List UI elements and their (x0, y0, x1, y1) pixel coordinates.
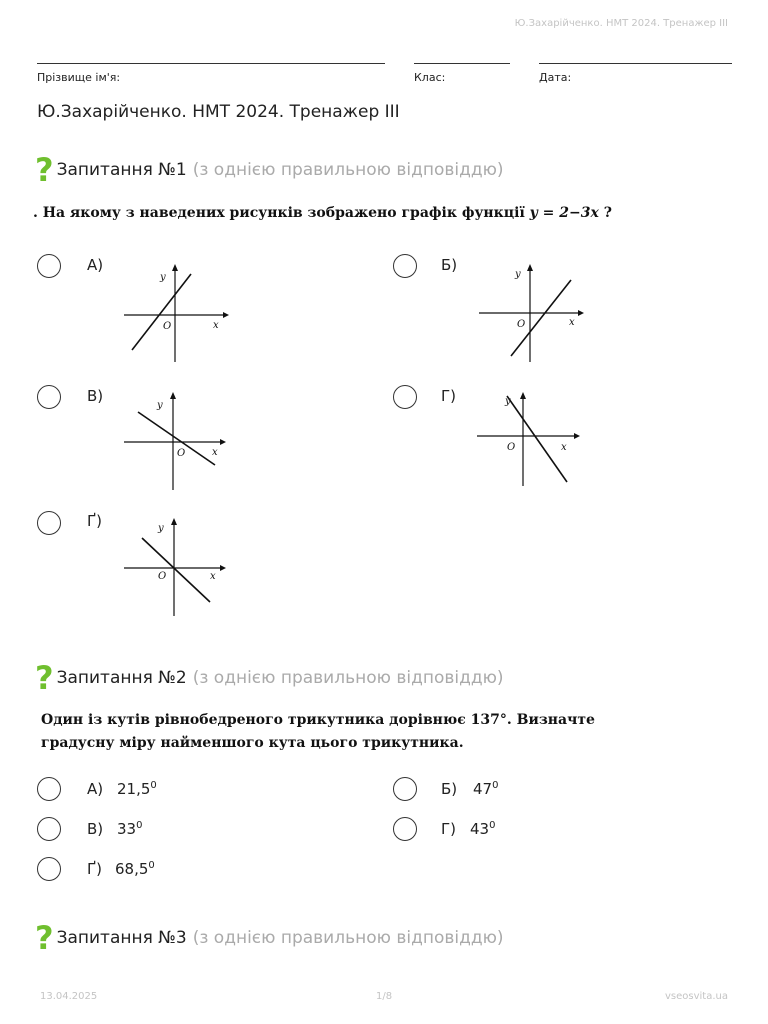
name-line[interactable] (37, 63, 385, 64)
q2-option-gg-value: 68,5$^0$ (115, 860, 155, 878)
question-2-text-line2: градусну міру найменшого кута цього трикутника. (41, 735, 464, 751)
q1-b-y-label: y (515, 269, 521, 280)
question-1-header (35, 151, 504, 189)
q1-option-gg-label: Ґ) (87, 512, 102, 530)
question-2-title: Запитання №2 (56, 668, 187, 688)
q1-option-v-label: В) (87, 387, 104, 405)
question-3-subtitle: (з однією правильною відповіддю) (192, 928, 504, 948)
q1-gg-origin-label: O (158, 571, 167, 582)
date-line[interactable] (539, 63, 732, 64)
name-label: Прізвище ім'я: (37, 71, 121, 84)
question-mark-icon: ? (35, 659, 54, 697)
q2-option-a-value: 21,5$^0$ (117, 780, 157, 798)
q2-option-v-value: $33^0$ (117, 820, 143, 838)
question-1-text: . На якому з наведених рисунків зображено графік функції y = 2−3x ? (33, 205, 612, 221)
question-1-subtitle: (з однією правильною відповіддю) (192, 160, 504, 180)
q1-v-x-label: x (212, 447, 218, 458)
header-doc-title: Ю.Захарійченко. НМТ 2024. Тренажер III (514, 18, 728, 29)
q1-g-origin-label: O (507, 442, 516, 453)
q1-b-x-label: x (569, 317, 575, 328)
question-3-header (35, 919, 504, 957)
question-mark-icon: ? (35, 919, 54, 957)
page-title: Ю.Захарійченко. НМТ 2024. Тренажер III (37, 102, 400, 122)
q2-option-a-label: А) (87, 780, 104, 798)
q2-option-a-radio[interactable] (37, 777, 61, 801)
q2-option-b-value: $47^0$ (473, 780, 499, 798)
q1-v-y-label: y (157, 400, 163, 411)
q1-option-gg-radio[interactable] (37, 511, 61, 535)
footer-date: 13.04.2025 (40, 991, 98, 1002)
q1-option-a-graph (118, 262, 228, 362)
q1-a-origin-label: O (163, 321, 172, 332)
q2-option-g-label: Г) (441, 820, 456, 838)
question-2-header (35, 659, 504, 697)
date-label: Дата: (539, 71, 572, 84)
question-3-title: Запитання №3 (56, 928, 187, 948)
q1-option-a-radio[interactable] (37, 254, 61, 278)
q2-option-v-label: В) (87, 820, 104, 838)
q2-option-g-radio[interactable] (393, 817, 417, 841)
q1-b-origin-label: O (517, 319, 526, 330)
q1-option-g-radio[interactable] (393, 385, 417, 409)
footer-site-link[interactable]: vseosvita.ua (665, 991, 728, 1002)
q1-g-y-label: y (505, 396, 511, 407)
q2-option-b-radio[interactable] (393, 777, 417, 801)
q2-option-gg-label: Ґ) (87, 860, 102, 878)
q2-option-gg-radio[interactable] (37, 857, 61, 881)
q2-option-v-radio[interactable] (37, 817, 61, 841)
q1-a-x-label: x (213, 320, 219, 331)
q1-g-x-label: x (561, 442, 567, 453)
q1-option-a-label: А) (87, 256, 104, 274)
q1-option-g-graph (475, 388, 585, 488)
class-label: Клас: (414, 71, 446, 84)
q2-option-g-value: $43^0$ (470, 820, 496, 838)
question-2-subtitle: (з однією правильною відповіддю) (192, 668, 504, 688)
q1-a-y-label: y (160, 272, 166, 283)
q1-option-gg-graph (120, 516, 230, 616)
question-1-formula: y = 2−3x (529, 205, 599, 221)
q1-option-g-label: Г) (441, 387, 456, 405)
q1-option-b-label: Б) (441, 256, 458, 274)
q1-option-b-radio[interactable] (393, 254, 417, 278)
q1-option-v-radio[interactable] (37, 385, 61, 409)
q2-option-b-label: Б) (441, 780, 458, 798)
q1-option-b-graph (475, 262, 585, 362)
question-mark-icon: ? (35, 151, 54, 189)
question-1-title: Запитання №1 (56, 160, 187, 180)
footer-page-number: 1/8 (376, 991, 393, 1002)
question-2-text-line1: Один із кутів рівнобедреного трикутника дорівнює 137°. Визначте (41, 712, 595, 728)
q1-gg-x-label: x (210, 571, 216, 582)
q1-v-origin-label: O (177, 448, 186, 459)
q1-gg-y-label: y (158, 523, 164, 534)
class-line[interactable] (414, 63, 510, 64)
q1-option-v-graph (120, 390, 230, 490)
